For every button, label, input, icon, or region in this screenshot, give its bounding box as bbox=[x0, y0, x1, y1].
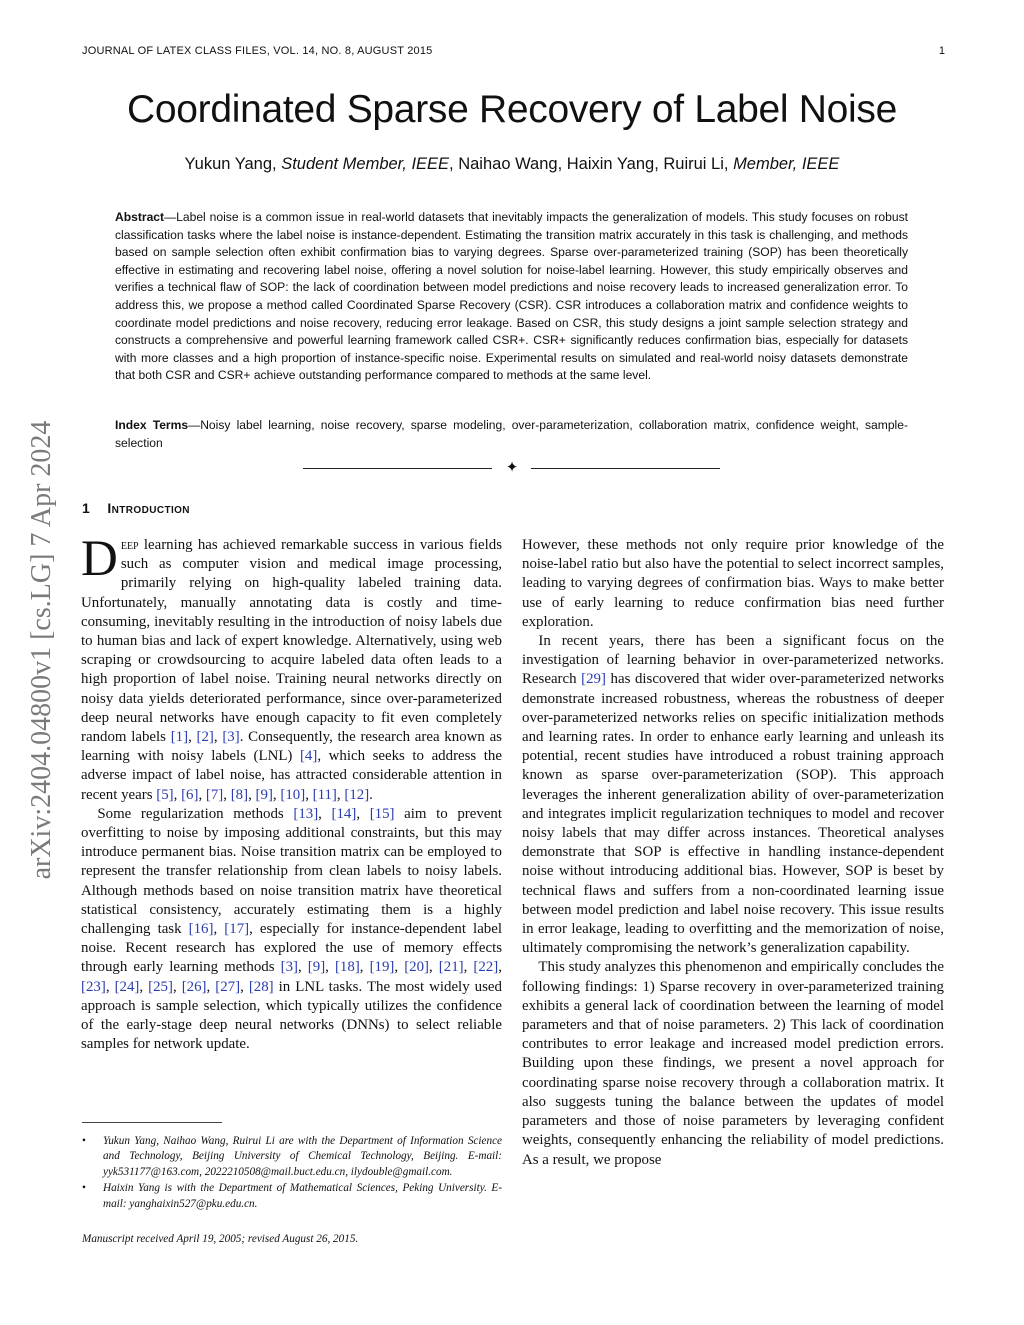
citation-19[interactable]: [19] bbox=[369, 959, 395, 976]
divider-right bbox=[531, 468, 720, 469]
citation-14[interactable]: [14] bbox=[331, 805, 357, 822]
author-line bbox=[0, 155, 1024, 174]
citation-12[interactable]: [12] bbox=[344, 786, 370, 803]
manuscript-note: Manuscript received April 19, 2005; revised August 26, 2015. bbox=[82, 1233, 359, 1245]
divider-left bbox=[303, 468, 492, 469]
author-1: Yukun Yang, bbox=[184, 155, 277, 173]
paper-title: Coordinated Sparse Recovery of Label Noise bbox=[126, 88, 897, 131]
citation-15[interactable]: [15] bbox=[369, 805, 395, 822]
citation-1[interactable]: [1] bbox=[170, 729, 189, 746]
section-title: Introduction bbox=[107, 500, 190, 516]
citation-22[interactable]: [22] bbox=[473, 959, 499, 976]
citation-8[interactable]: [8] bbox=[230, 786, 249, 803]
arxiv-stamp-text[interactable]: arXiv:2404.04800v1 [cs.LG] 7 Apr 2024 bbox=[26, 420, 57, 880]
citation-13[interactable]: [13] bbox=[293, 805, 319, 822]
bullet-icon: • bbox=[82, 1135, 86, 1147]
intro-paragraph-2: Some regularization methods [13], [14], [15] aim to prevent overfitting to noise by imposing additional constraints, but this may introduce permanent bias. Noise transition matrix can be employed to represent the transfer relationship from clean labels to noisy labels. Although methods based on noise transition matrix have theoretical statistical consistency, accurately estimating them is a highly challenging task [16], [17], especially for instance-dependent label noise. Recent research has explored the use of memory effects through early learning methods [3], [9], [18], [19], [20], [21], [22], [23], [24], [25], [26], [27], [28] in LNL tasks. The most widely used approach is sample selection, which typically utilizes the confidence of the early-stage deep neural networks (DNNs) to select reliable samples for network update. bbox=[81, 805, 502, 1053]
citation-10[interactable]: [10] bbox=[280, 786, 306, 803]
abstract-text: —Label noise is a common issue in real-world datasets that inevitably impacts the generalization of models. This study focuses on robust classification tasks where the label noise is instance-dependent. Estimating the transition matrix accurately in this task is challenging, and methods based on sample selection often exhibit confirmation bias to varying degrees. Sparse over-parameterized training (SOP) has been theoretically effective in estimating and recovering label noise, offering a novel solution for noise-label learning. However, this study empirically observes and verifies a technical flaw of SOP: the lack of coordination between model predictions and noise recovery leads to increased generalization error. To address this, we propose a method called Coordinated Sparse Recovery (CSR). CSR introduces a collaboration matrix and confidence weights to coordinate model predictions and noise recovery, reducing error leakage. Based on CSR, this study designs a joint sample selection strategy and constructs a comprehensive and powerful learning framework called CSR+. CSR+ significantly reduces confirmation bias, especially for datasets with more classes and a high proportion of instance-specific noise. Experimental results on simulated and real-world noisy datasets demonstrate that both CSR and CSR+ achieve outstanding performance compared to methods at the same level. bbox=[115, 210, 908, 383]
citation-29[interactable]: [29] bbox=[581, 671, 606, 688]
running-head: JOURNAL OF LATEX CLASS FILES, VOL. 14, NO. 8, AUGUST 2015 bbox=[82, 45, 433, 57]
index-terms-label: Index Terms bbox=[115, 418, 189, 432]
right-paragraph-3: This study analyzes this phenomenon and empirically concludes the following findings: 1) Sparse recovery in over-parameterized training exhibits a general lack of coordination between the learning of model parameters and that of noise parameters. 2) This lack of coordination contributes to error leakage and increased model prediction errors. Building upon these findings, we present a novel approach for coordinating sparse noise recovery through a collaboration matrix. It also suggests tuning the balance between the updates of model parameters and those of noise parameters by leveraging confident weights, consequently enhancing the reliability of model predictions. As a result, we propose bbox=[522, 959, 944, 1168]
citation-21[interactable]: [21] bbox=[438, 959, 464, 976]
citation-4[interactable]: [4] bbox=[299, 748, 318, 765]
citation-27[interactable]: [27] bbox=[215, 978, 241, 995]
bullet-icon: • bbox=[82, 1182, 86, 1195]
drop-cap: D bbox=[81, 531, 118, 587]
divider-star-icon: ✦ bbox=[505, 458, 519, 476]
drop-cap-continuation: eep bbox=[120, 537, 139, 553]
citation-3b[interactable]: [3] bbox=[280, 959, 298, 976]
author-last-role: Member, IEEE bbox=[733, 155, 840, 173]
citation-3[interactable]: [3] bbox=[222, 729, 240, 746]
footnote-affiliation-2: • Haixin Yang is with the Department of Mathematical Sciences, Peking University. E-mail: yanghaixin527@pku.edu.cn. bbox=[82, 1182, 502, 1210]
citation-11[interactable]: [11] bbox=[312, 786, 337, 803]
citation-9b[interactable]: [9] bbox=[307, 959, 326, 976]
section-heading-introduction bbox=[82, 500, 190, 516]
intro-paragraph-1: Deep learning has achieved remarkable success in various fields such as computer vision and medical image processing, primarily relying on high-quality labeled training data. Unfortunately, manually annotating data is costly and time-consuming, inevitably resulting in the introduction of noisy labels due to human bias and lack of expert knowledge. Alternatively, using web scraping or crowdsourcing to acquire labeled data often leads to a high proportion of label noise. Training neural networks directly on noisy data yields deteriorated performance, since over-parameterized deep neural networks have enough capacity to fit even completely random labels [1], [2], [3]. Consequently, the research area known as learning with noisy labels (LNL) [4], which seeks to address the adverse impact of label noise, has attracted considerable attention in recent years [5], [6], [7], [8], [9], [10], [11], [12]. bbox=[81, 531, 502, 803]
author-1-role: Student Member, IEEE bbox=[281, 155, 450, 173]
section-number: 1 bbox=[82, 500, 91, 516]
citation-2[interactable]: [2] bbox=[196, 729, 214, 746]
citation-9[interactable]: [9] bbox=[255, 786, 273, 803]
abstract bbox=[115, 209, 908, 385]
right-column bbox=[522, 536, 944, 1170]
citation-16[interactable]: [16] bbox=[188, 921, 214, 938]
citation-6[interactable]: [6] bbox=[181, 786, 199, 803]
footnote-affiliation-1: • Yukun Yang, Naihao Wang, Ruirui Li are with the Department of Information Science and Technology, Beijing University of Chemical Technology, Beijing. E-mail: yyk531177@163.com, 2022210508@mail.buct.edu.cn, ilydouble@gmail.com. bbox=[82, 1135, 502, 1178]
page-number: 1 bbox=[938, 45, 945, 57]
citation-25[interactable]: [25] bbox=[148, 978, 173, 995]
index-terms-text: —Noisy label learning, noise recovery, sparse modeling, over-parameterization, collaboration matrix, confidence weight, sample-selection bbox=[115, 418, 908, 450]
right-paragraph-2: In recent years, there has been a significant focus on the investigation of learning behavior in over-parameterized networks. Research [29] has discovered that wider over-parameterized networks demonstrate increased robustness, whereas the robustness of deeper over-parameterized networks relies on specific initialization methods and learning rates. In order to enhance early learning and unleash its potential, recent studies have introduced a robust training approach known as sparse over-parameterization (SOP). This approach leverages the inherent generalization ability of over-parameterization and integrates implicit regularization techniques to model and recover noisy labels that may differ across instances. Theoretical analyses demonstrate that SOP is effective in handling instance-dependent noise without introducing additional bias. However, SOP is beset by technical flaws and suffers from a non-coordinated learning issue between model prediction and label noise recovery. This issue results in error leakage, leading to overfitting and the memorization of noise, ultimately compromising the network’s generalization capability. bbox=[522, 633, 944, 957]
citation-23[interactable]: [23] bbox=[81, 978, 106, 995]
citation-7[interactable]: [7] bbox=[205, 786, 224, 803]
index-terms bbox=[115, 417, 908, 452]
left-column bbox=[81, 531, 502, 1054]
abstract-label: Abstract bbox=[115, 210, 165, 224]
citation-5[interactable]: [5] bbox=[156, 786, 174, 803]
citation-28[interactable]: [28] bbox=[248, 978, 274, 995]
citation-18[interactable]: [18] bbox=[334, 959, 360, 976]
citation-24[interactable]: [24] bbox=[114, 978, 140, 995]
footnote-rule bbox=[82, 1122, 222, 1123]
citation-20[interactable]: [20] bbox=[404, 959, 429, 976]
footnotes bbox=[82, 1134, 502, 1213]
authors-rest: , Naihao Wang, Haixin Yang, Ruirui Li, bbox=[449, 155, 729, 173]
citation-17[interactable]: [17] bbox=[224, 921, 250, 938]
citation-26[interactable]: [26] bbox=[181, 978, 207, 995]
right-paragraph-1: However, these methods not only require prior knowledge of the noise-label ratio but also have the potential to select incorrect samples, leading to varying degrees of confirmation bias. Ways to make better use of early learning to reduce confirmation bias need further exploration. bbox=[522, 537, 944, 630]
